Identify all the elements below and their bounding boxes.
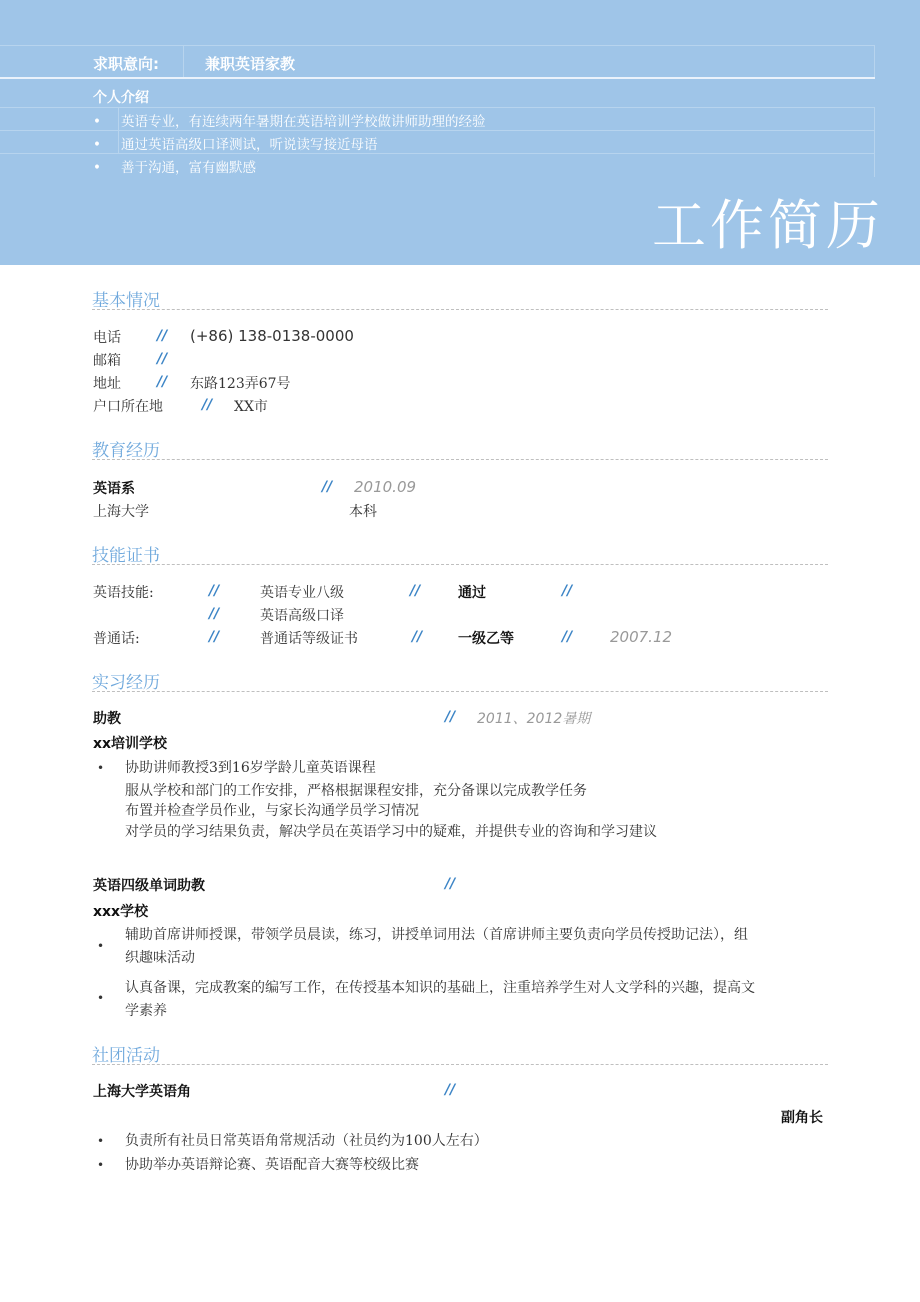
email-label: 邮箱 xyxy=(93,353,121,369)
separator: // xyxy=(209,606,220,622)
skill-label: 普通话: xyxy=(93,631,140,647)
separator: // xyxy=(202,397,213,413)
bullet-icon: • xyxy=(97,1134,105,1148)
skill-label: 英语技能: xyxy=(93,585,154,601)
club-duty: 协助举办英语辩论赛、英语配音大赛等校级比赛 xyxy=(125,1157,419,1173)
bullet-icon: • xyxy=(93,114,101,130)
objective-label: 求职意向: xyxy=(93,55,159,73)
grid-line xyxy=(0,77,875,79)
separator: // xyxy=(445,709,456,725)
job-role: 英语四级单词助教 xyxy=(93,878,205,894)
separator: // xyxy=(209,583,220,599)
objective-value: 兼职英语家教 xyxy=(205,55,296,73)
separator: // xyxy=(157,351,168,367)
phone-label: 电话 xyxy=(93,330,121,346)
job-duty: 服从学校和部门的工作安排，严格根据课程安排，充分备课以完成教学任务 xyxy=(125,783,587,799)
skill-cert: 英语高级口译 xyxy=(260,608,344,624)
separator: // xyxy=(562,583,573,599)
grid-line xyxy=(0,45,875,46)
grid-line xyxy=(183,45,184,77)
section-title-internship: 实习经历 xyxy=(92,673,160,693)
job-org: xxx学校 xyxy=(93,904,149,920)
job-duty: 认真备课，完成教案的编写工作，在传授基本知识的基础上，注重培养学生对人文学科的兴趣，提高文 xyxy=(125,980,755,996)
address-value: 东路123弄67号 xyxy=(190,376,291,392)
job-role: 助教 xyxy=(93,711,121,727)
section-divider xyxy=(92,1064,828,1065)
bullet-icon: • xyxy=(97,1158,105,1172)
skill-result: 一级乙等 xyxy=(458,631,514,647)
intro-title: 个人介绍 xyxy=(93,90,149,106)
section-divider xyxy=(92,564,828,565)
separator: // xyxy=(157,374,168,390)
intro-item: • 英语专业，有连续两年暑期在英语培训学校做讲师助理的经验 xyxy=(93,114,486,130)
education-school: 上海大学 xyxy=(93,504,149,520)
bullet-icon: • xyxy=(97,991,105,1005)
skill-date: 2007.12 xyxy=(610,628,673,646)
club-duty: 负责所有社员日常英语角常规活动（社员约为100人左右） xyxy=(125,1133,488,1149)
grid-line xyxy=(874,45,875,77)
education-major: 英语系 xyxy=(93,481,135,497)
intro-item: • 通过英语高级口译测试，听说读写接近母语 xyxy=(93,137,378,153)
hukou-value: XX市 xyxy=(234,399,268,415)
bullet-icon: • xyxy=(93,160,101,176)
education-date: 2010.09 xyxy=(354,478,417,496)
grid-line xyxy=(874,107,875,177)
separator: // xyxy=(445,876,456,892)
job-duty: 织趣味活动 xyxy=(125,950,195,966)
separator: // xyxy=(209,629,220,645)
club-role: 副角长 xyxy=(781,1110,823,1126)
section-title-clubs: 社团活动 xyxy=(92,1046,160,1066)
bullet-icon: • xyxy=(93,137,101,153)
skill-cert: 英语专业八级 xyxy=(260,585,344,601)
job-duty: 布置并检查学员作业，与家长沟通学员学习情况 xyxy=(125,803,419,819)
header-band xyxy=(0,0,920,265)
job-duty: 协助讲师教授3到16岁学龄儿童英语课程 xyxy=(125,760,376,776)
job-period: 2011、2012暑期 xyxy=(477,711,591,727)
section-title-skills: 技能证书 xyxy=(92,546,160,566)
job-duty: 辅助首席讲师授课，带领学员晨读，练习，讲授单词用法（首席讲师主要负责向学员传授助记法），组 xyxy=(125,927,748,943)
section-title-basic: 基本情况 xyxy=(92,291,160,311)
separator: // xyxy=(562,629,573,645)
job-org: xx培训学校 xyxy=(93,736,168,752)
phone-value: (+86) 138-0138-0000 xyxy=(190,327,354,345)
education-degree: 本科 xyxy=(349,504,377,520)
section-divider xyxy=(92,691,828,692)
separator: // xyxy=(412,629,423,645)
separator: // xyxy=(157,328,168,344)
club-name: 上海大学英语角 xyxy=(93,1084,191,1100)
job-duty: 对学员的学习结果负责，解决学员在英语学习中的疑难，并提供专业的咨询和学习建议 xyxy=(125,824,657,840)
grid-line xyxy=(0,153,875,154)
skill-cert: 普通话等级证书 xyxy=(260,631,358,647)
section-divider xyxy=(92,459,828,460)
page-title: 工作简历 xyxy=(652,194,884,257)
bullet-icon: • xyxy=(97,761,105,775)
hukou-label: 户口所在地 xyxy=(93,399,163,415)
intro-item: • 善于沟通，富有幽默感 xyxy=(93,160,256,176)
separator: // xyxy=(445,1082,456,1098)
section-title-education: 教育经历 xyxy=(92,441,160,461)
grid-line xyxy=(0,130,875,131)
skill-result: 通过 xyxy=(458,585,486,601)
separator: // xyxy=(322,479,333,495)
separator: // xyxy=(410,583,421,599)
address-label: 地址 xyxy=(93,376,121,392)
grid-line xyxy=(0,107,875,108)
bullet-icon: • xyxy=(97,939,105,953)
section-divider xyxy=(92,309,828,310)
job-duty: 学素养 xyxy=(125,1003,167,1019)
